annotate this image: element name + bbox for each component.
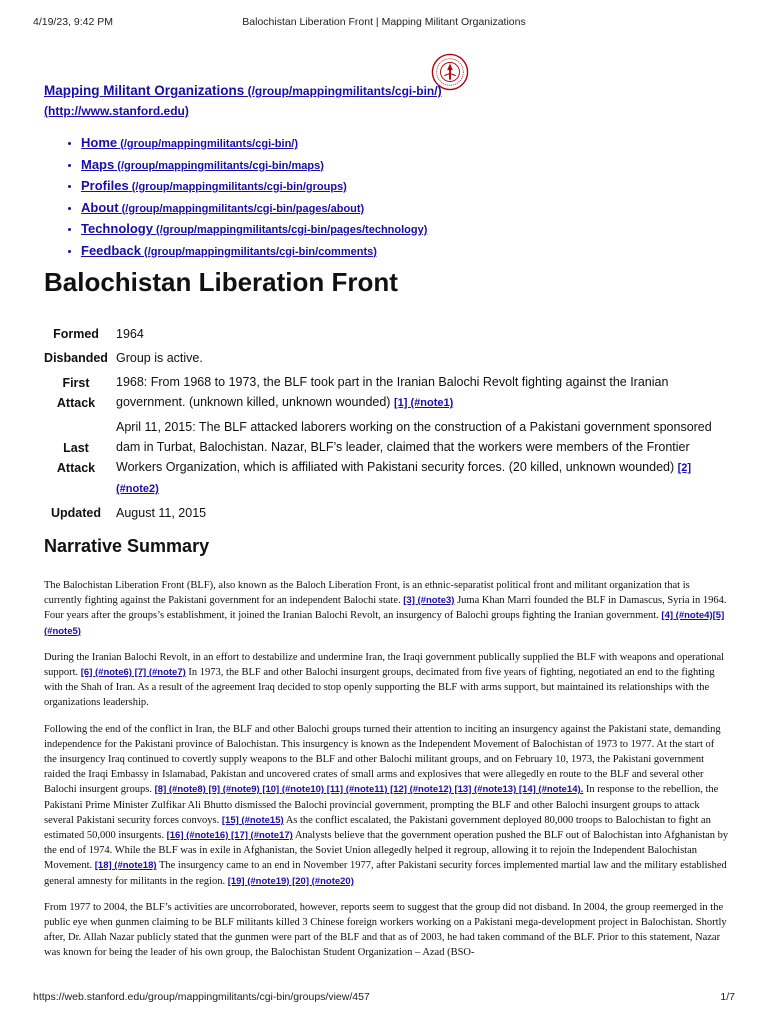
footnote-link[interactable]: [4] (#note4)[5] (#note5)	[44, 610, 725, 637]
info-label-first-attack: First Attack	[56, 375, 96, 410]
footnote-link[interactable]: [6] (#note6) [7] (#note7)	[80, 667, 186, 679]
info-row-last-attack	[44, 415, 724, 501]
nav-link-feedback[interactable]: Feedback (/group/mappingmilitants/cgi-bin/comments)	[81, 242, 377, 258]
group-info-table	[44, 322, 724, 525]
footnote-link[interactable]: [16] (#note16) [17] (#note17)	[166, 830, 293, 842]
page-title: Balochistan Liberation Front	[44, 267, 398, 297]
site-name-link[interactable]: Mapping Militant Organizations (/group/mappingmilitants/cgi-bin/)	[44, 83, 442, 98]
stanford-link[interactable]: (http://www.stanford.edu)	[44, 104, 189, 118]
info-label-updated: Updated	[51, 506, 101, 520]
narrative-heading: Narrative Summary	[44, 536, 210, 556]
print-datetime: 4/19/23, 9:42 PM	[33, 16, 113, 28]
nav-item-maps	[81, 155, 427, 177]
info-value-formed: 1964	[116, 327, 144, 341]
footnote-link[interactable]: [15] (#note15)	[221, 814, 284, 826]
footnote-link[interactable]: [19] (#note19) [20] (#note20)	[227, 875, 354, 887]
nav-item-about	[81, 198, 427, 220]
nav-item-home	[81, 133, 427, 155]
nav-link-home[interactable]: Home (/group/mappingmilitants/cgi-bin/)	[81, 135, 299, 150]
info-value-disbanded: Group is active.	[116, 351, 203, 365]
nav-item-profiles	[81, 176, 427, 198]
footnote-link[interactable]: [18] (#note18)	[94, 860, 157, 872]
narrative-paragraph: During the Iranian Balochi Revolt, in an effort to destabilize and undermine Iran, the Iraqi government publically supplied the BLF with weapons and operational support. [6] (#note6) [7] (#note7) In 1973, the BLF and other Balochi insurgent groups, decimated from five years of fighting, negotiated an end to the fighting with the Shah of Iran. As a result of the agreement Iraq decided to stop openly supporting the BLF with arms support, but maintained its relationships with the organizations leadership.	[44, 651, 725, 709]
narrative-paragraph: From 1977 to 2004, the BLF’s activities are uncorroborated, however, reports seem to suggest that the group did not disband. In 2004, the group reemerged in the public eye when gunmen claiming to be BLF militants killed 3 Chinese foreign workers working on a Pakistani mega-development project in Balochistan. Shortly after, Dr. Allah Nazar publicly stated that the gunmen were part of the BLF and that as of 2003, he had taken command of the BLF. Prior to this statement, Nazar was known for being the leader of his own group, the Balochistan Student Organization – Azad (BSO-	[44, 901, 727, 959]
info-label-disbanded: Disbanded	[44, 351, 108, 365]
info-label-last-attack: Last Attack	[56, 441, 96, 475]
nav-item-technology	[81, 219, 427, 241]
site-title	[44, 81, 444, 121]
nav-link-profiles[interactable]: Profiles (/group/mappingmilitants/cgi-bin/groups)	[81, 178, 347, 193]
nav-item-feedback	[81, 241, 427, 263]
footnote-link[interactable]: [3] (#note3)	[403, 595, 455, 607]
print-url: https://web.stanford.edu/group/mappingmilitants/cgi-bin/groups/view/457	[33, 991, 370, 1003]
footnote-link[interactable]: [2] (#note2)	[116, 462, 692, 495]
nav-link-maps[interactable]: Maps (/group/mappingmilitants/cgi-bin/maps)	[81, 156, 324, 172]
info-row-updated	[44, 501, 724, 525]
info-row-formed	[44, 322, 724, 346]
main-nav	[64, 133, 427, 262]
narrative-summary	[44, 578, 729, 972]
narrative-paragraph: Following the end of the conflict in Iran, the BLF and other Balochi groups turned their attention to inciting an insurgency against the Pakistani state, demanding independence for the Pakistani province of Balochistan. This insurgency is known as the Independent Movement of Balochistan of 1973 to 1977. At the start of the insurgency Iraq continued to covertly supply weapons to the BLF and other Balochi militant groups, and on February 10, 1973, the Pakistani government raided the Iraqi Embassy in Islamabad, Pakistan and uncovered crates of small arms and explosives that were allegedly en route to the BLF and several other Balochi insurgent groups. [8] (#note8) [9] (#note9) [10] (#note10) [11] (#note11) [12] (#note12) [13] (#note13) [14] (#note14). In response to the rebellion, the Pakistani Prime Minister Zulfikar Ali Bhutto dismissed the Balochi provincial government, prompting the BLF and other Balochi insurgent groups to attack several Pakistani security forces convoys. [15] (#note15) As the conflict escalated, the Pakistani government deployed 80,000 troops to Balochistan to fight an estimated 50,000 insurgents. [16] (#note16) [17] (#note17) Analysts believe that the government operation pushed the BLF out of Balochistan into Afghanistan by the end of 1974. While the BLF was in exile in Afghanistan, the Soviet Union allegedly helped it regroup, allowing it to rejoin the Independent Balochistan Movement. [18] (#note18) The insurgency came to an end in November 1977, after Pakistani security forces implemented martial law and the military established general amnesty for militants in the region. [19] (#note19) [20] (#note20)	[44, 723, 729, 887]
info-label-formed: Formed	[53, 327, 99, 341]
print-header	[0, 16, 768, 30]
footnote-link[interactable]: [8] (#note8) [9] (#note9) [10] (#note10) [11] (#note11) [12] (#note12) [13] (#note13) [14] (#note14).	[154, 784, 584, 796]
info-value-first-attack: 1968: From 1968 to 1973, the BLF took part in the Iranian Balochi Revolt fighting against the Iranian government. (unknown killed, unknown wounded) [1] (#note1)	[116, 375, 669, 409]
narrative-paragraph: The Balochistan Liberation Front (BLF), also known as the Baloch Liberation Front, is an ethnic-separatist political front and militant organization that is currently fighting against the Pakistani government for an independent Balochi state. [3] (#note3) Juma Khan Marri founded the BLF in Damascus, Syria in 1964. Four years after the groups’s establishment, it joined the Iranian Balochi Revolt, an insurgency of Balochi groups fighting the Iranian government. [4] (#note4)[5] (#note5)	[44, 580, 727, 637]
info-value-last-attack: April 11, 2015: The BLF attacked laborers working on the construction of a Pakistani government sponsored dam in Turbat, Balochistan. Nazar, BLF’s leader, claimed that the workers were members of the Frontier Workers Organization, which is affiliated with Pakistani security forces. (20 killed, unknown wounded) [2] (#note2)	[116, 420, 712, 495]
info-row-first-attack	[44, 370, 724, 415]
print-page-number: 1/7	[720, 991, 735, 1003]
info-value-updated: August 11, 2015	[116, 506, 207, 520]
print-title: Balochistan Liberation Front | Mapping Militant Organizations	[242, 16, 526, 28]
nav-link-technology[interactable]: Technology (/group/mappingmilitants/cgi-bin/pages/technology)	[81, 221, 428, 236]
nav-link-about[interactable]: About (/group/mappingmilitants/cgi-bin/pages/about)	[81, 199, 365, 215]
print-footer	[0, 991, 768, 1005]
info-row-disbanded	[44, 346, 724, 370]
footnote-link[interactable]: [1] (#note1)	[393, 397, 454, 409]
